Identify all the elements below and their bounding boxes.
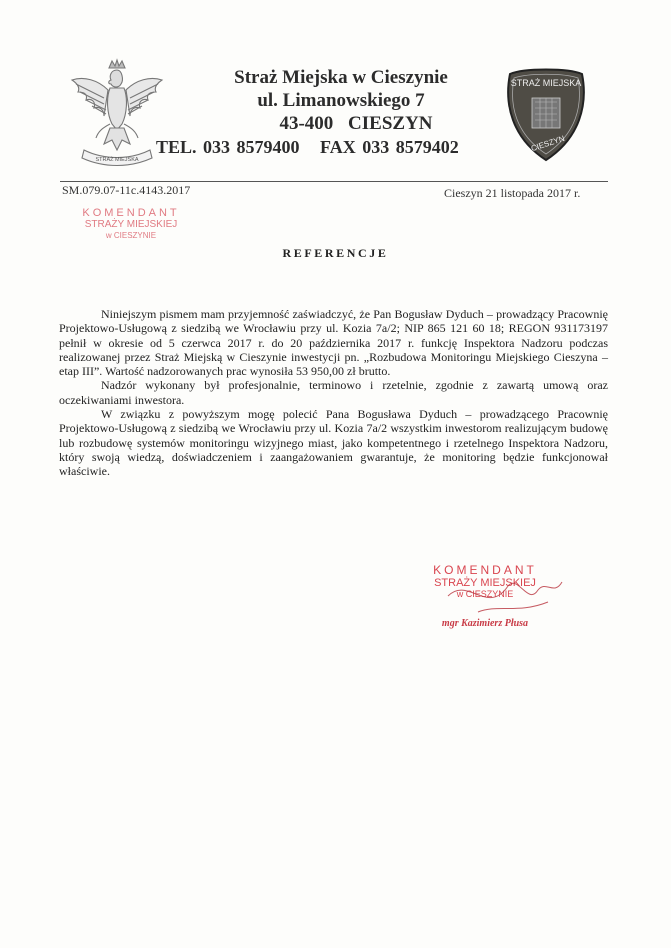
org-name: Straż Miejska w Cieszynie [234,67,448,88]
badge-top-text: STRAŻ MIEJSKA [510,78,582,88]
eagle-emblem-icon [64,58,170,170]
tel-number: TEL. 033 8579400 [156,137,300,157]
reference-number: SM.079.07-11c.4143.2017 [62,183,191,197]
signature-line-2: STRAŻY MIEJSKIEJ [434,577,536,589]
org-city: 43-400 CIESZYN [279,113,433,134]
handwritten-signature-icon [428,566,568,626]
letter-body [59,307,608,479]
city-guard-badge-icon [504,64,588,164]
eagle-ribbon-text: STRAŻ MIEJSKA [95,157,139,163]
paragraph: W związku z powyższym mogę polecić Pana Bogusława Dyduch – prowadzącego Pracownię Projektowo-Usługową z siedzibą we Wrocławiu przy ul. Kozia 7a/2 wszystkim inwestorom realizującym budowę lub rozbudowę systemów monitoringu wizyjnego miast, jako kompetentnego i rzetelnego Inspektora Nadzoru, który swoją wiedzą, doświadczeniem i zaangażowaniem gwarantuje, że monitoring będzie funkcjonował właściwie. [59,407,608,479]
document-title: REFERENCJE [282,246,389,260]
header-divider [60,181,608,182]
stamp-line-1: KOMENDANT [82,207,180,219]
fax-number: FAX 033 8579402 [320,137,459,157]
contact-line [156,136,506,158]
commander-stamp [66,207,196,241]
date-line: Cieszyn 21 listopada 2017 r. [444,186,581,200]
org-street: ul. Limanowskiego 7 [257,90,425,111]
badge-bottom-text: CIESZYN [529,133,566,154]
paragraph: Nadzór wykonany był profesjonalnie, terminowo i rzetelnie, zgodnie z zawartą umową oraz oczekiwaniami inwestora. [59,378,608,407]
letterhead [156,66,506,157]
stamp-line-2: STRAŻY MIEJSKIEJ [84,219,178,230]
stamp-line-3: w CIESZYNIE [105,231,157,240]
signature-line-1: KOMENDANT [433,563,537,577]
signatory-name: mgr Kazimierz Płusa [441,618,529,629]
paragraph: Niniejszym pismem mam przyjemność zaświadczyć, że Pan Bogusław Dyduch – prowadzący Pracownię Projektowo-Usługową z siedzibą we Wrocławiu przy ul. Kozia 7a/2; NIP 865 121 60 18; REGON 931173197 pełnił w okresie od 5 czerwca 2017 r. do 20 października 2017 r. funkcję Inspektora Nadzoru podczas realizowanej przez Straż Miejską w Cieszynie inwestycji pn. „Rozbudowa Monitoringu Miejskiego Cieszyna – etap III”. Wartość nadzorowanych prac wynosiła 53 950,00 zł brutto. [59,307,608,379]
signature-line-3: w CIESZYNIE [456,589,514,599]
